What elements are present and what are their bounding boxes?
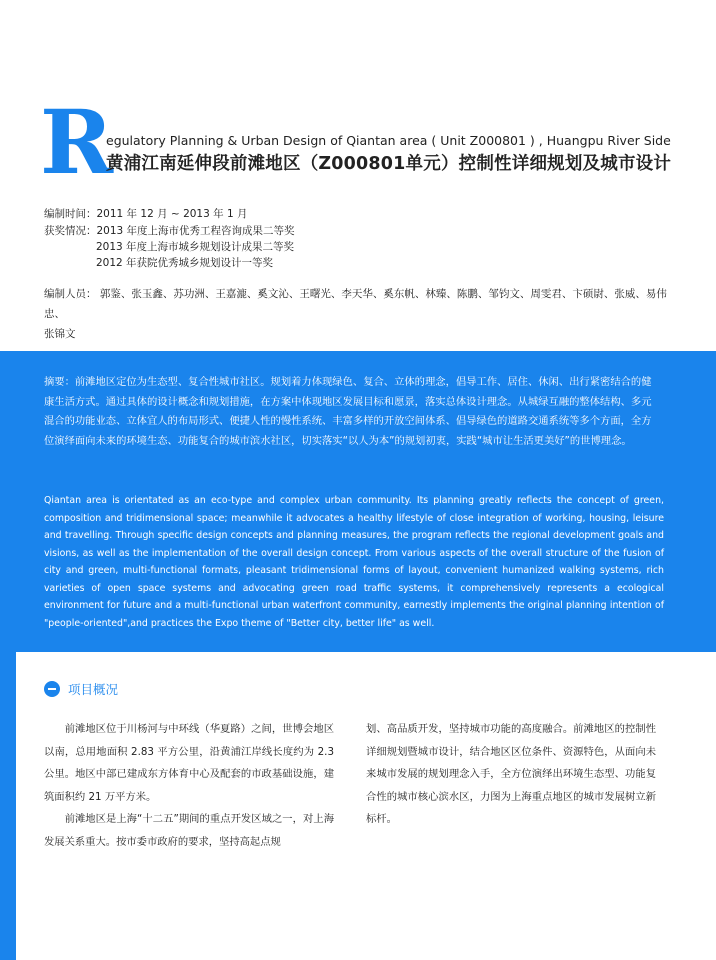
minus-circle-icon (44, 681, 60, 697)
title-chinese: 黄浦江南延伸段前滩地区（Z000801单元）控制性详细规划及城市设计 (106, 154, 672, 174)
title-english: egulatory Planning & Urban Design of Qiantan area ( Unit Z000801 ) , Huangpu River Side (106, 133, 671, 148)
award-item: 2013 年度上海市城乡规划设计成果二等奖 (96, 241, 295, 253)
body-column-right (366, 718, 656, 831)
body-paragraph: 划、高品质开发，坚持城市功能的高度融合。前滩地区的控制性详细规划暨城市设计，结合地区区位条件、资源特色，从面向未来城市发展的规划理念入手，全方位演绎出环境生态型、功能复合性的城市核心滨水区，力图为上海重点地区的城市发展树立新标杆。 (366, 723, 656, 825)
body-paragraph: 前滩地区是上海“十二五”期间的重点开发区域之一，对上海发展关系重大。按市委市政府的要求，坚持高起点规 (44, 813, 334, 848)
left-decor-band-top (0, 0, 16, 351)
award-item: 2012 年获院优秀城乡规划设计一等奖 (96, 257, 274, 269)
award-item: 2013 年度上海市优秀工程咨询成果二等奖 (96, 225, 295, 237)
title-initial-letter: R (40, 90, 114, 194)
awards-row-1 (44, 223, 295, 238)
authors-line: 编制人员： 郭鉴、张玉鑫、苏功洲、王嘉漉、奚文沁、王曙光、李天华、奚东帆、林臻、陈鹏、邹钧文、周雯君、卞硕尉、张威、易伟忠、 (44, 288, 667, 320)
section-heading (44, 680, 118, 698)
awards-label: 获奖情况： (44, 225, 97, 237)
body-paragraph: 前滩地区位于川杨河与中环线（华夏路）之间，世博会地区以南，总用地面积 2.83 平方公里，沿黄浦江岸线长度约为 2.3 公里。地区中部已建成东方体育中心及配套的市政基础设施，建筑面积约 21 万平方米。 (44, 723, 334, 803)
abstract-english: Qiantan area is orientated as an eco-type and complex urban community. Its planning greatly reflects the concept of green, composition and tridimensional space; meanwhile it advocates a healthy lifestyle of close integration of working, housing, leisure and travelling. Through specific design concepts and planning measures, the program reflects the regional development goals and visions, as well as the implementation of the overall design concept. From various aspects of the overall structure of the fusion of city and green, multi-functional formats, pleasant tridimensional forms of layout, convenient humanized walking systems, rich varieties of open space systems and advocating green road traffic systems, it comprehensively represents a ecological environment for future and a multi-functional urban waterfront community, earnestly implements the original planning intention of "people-oriented",and practices the Expo theme of "Better city, better life" as well. (44, 495, 664, 629)
abstract-chinese: 摘要：前滩地区定位为生态型、复合性城市社区。规划着力体现绿色、复合、立体的理念，倡导工作、居住、休闲、出行紧密结合的健康生活方式。通过具体的设计概念和规划措施，在方案中体现地区发展目标和愿景，落实总体设计理念。从城绿互融的整体结构、多元混合的功能业态、立体宜人的布局形式、便捷人性的慢性系统、丰富多样的开放空间体系、倡导绿色的道路交通系统等多个方面，全方位演绎面向未来的环境生态、功能复合的城市滨水社区，切实落实“以人为本”的规划初衷，实践“城市让生活更美好”的世博理念。 (44, 376, 652, 447)
left-decor-band-bottom (0, 652, 16, 960)
body-column-left (44, 718, 334, 853)
section-title: 项目概况 (68, 682, 119, 697)
compile-time: 编制时间：2011 年 12 月 ~ 2013 年 1 月 (44, 208, 248, 220)
authors-line: 张锦文 (44, 328, 76, 340)
authors-list (44, 284, 684, 344)
